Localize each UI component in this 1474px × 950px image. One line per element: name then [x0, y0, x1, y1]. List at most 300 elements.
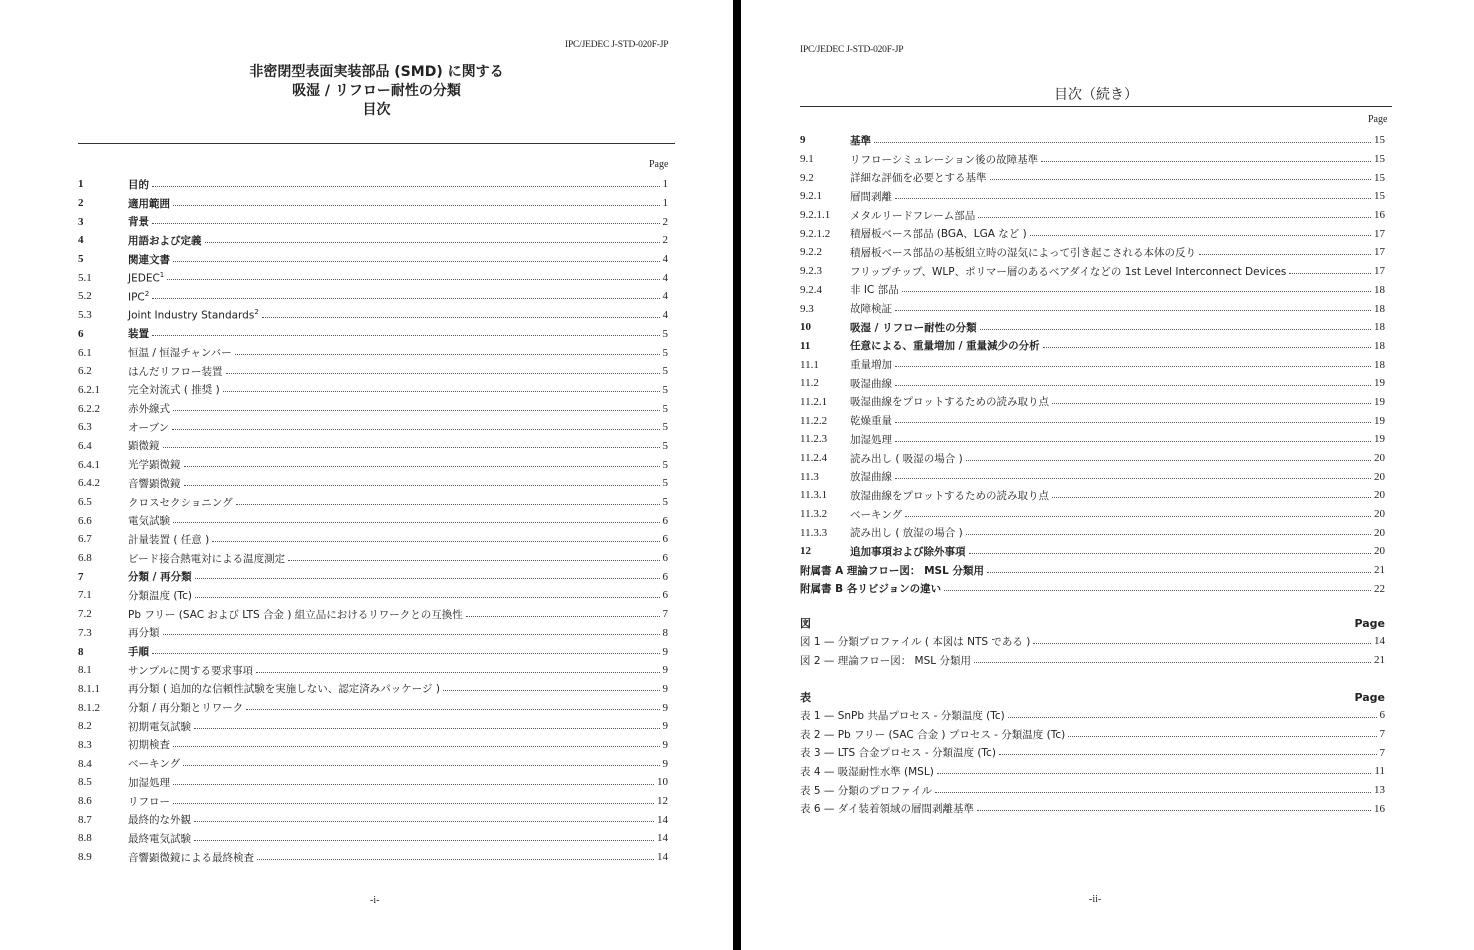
toc-entry-title: 電気試験 [128, 515, 170, 528]
toc-entry [78, 642, 668, 661]
title-line-3: 目次 [362, 102, 391, 118]
toc-entry [78, 231, 668, 250]
title-rule [78, 143, 675, 144]
toc-entry-title: サンプルに関する要求事項 [128, 664, 254, 677]
figures-heading-label: 図 [800, 617, 811, 630]
footnote-marker: 2 [254, 308, 259, 317]
toc-entry-number: 8.5 [78, 776, 92, 789]
toc-entry-title: 完全対流式 ( 推奨 ) [128, 384, 220, 397]
dot-leader [246, 709, 659, 710]
toc-entry [800, 523, 1385, 542]
toc-entry-page: 6 [662, 552, 668, 565]
dot-leader [990, 179, 1372, 180]
dot-leader [977, 810, 1371, 811]
dot-leader [152, 186, 660, 187]
toc-entry [78, 549, 668, 568]
toc-entry-page: 9 [662, 645, 668, 658]
toc-entry-page: 5 [662, 365, 668, 378]
toc-entry-title: 積層板ベース部品の基板組立時の湿気によって引き起こされる本体の反り [850, 246, 1196, 259]
toc-entry [78, 624, 668, 643]
toc-entry-page: 20 [1374, 508, 1385, 521]
toc-entry-number: 4 [78, 234, 84, 247]
toc-entry-page: 9 [662, 720, 668, 733]
footnote-marker: 1 [159, 271, 165, 280]
dot-leader [152, 223, 660, 224]
toc-entry-page: 4 [662, 290, 668, 303]
toc-entry-page: 20 [1374, 545, 1385, 558]
dot-leader [1289, 273, 1371, 274]
toc-entry-title: 計量装置 ( 任意 ) [128, 533, 210, 546]
toc-entry [78, 381, 668, 400]
dot-leader [212, 541, 659, 542]
page-column-label: Page [649, 159, 669, 170]
toc-entry [800, 374, 1385, 393]
toc-entry-number: 11.3.1 [800, 489, 828, 502]
toc-entry-number: 11.3.3 [800, 526, 828, 539]
toc-entry [800, 632, 1385, 651]
dot-leader [1199, 254, 1371, 255]
toc-entry [800, 725, 1385, 744]
toc-entry [78, 567, 668, 586]
toc-entry-page: 9 [662, 682, 668, 695]
dot-leader [223, 391, 660, 392]
tables-heading-label: 表 [800, 691, 811, 704]
toc-entry [800, 187, 1385, 206]
toc-entry [78, 194, 668, 213]
dot-leader [980, 329, 1371, 330]
toc-entry [78, 437, 668, 456]
toc-entry-title: 装置 [128, 328, 149, 341]
dot-leader [966, 460, 1371, 461]
toc-entry-page: 9 [662, 701, 668, 714]
dot-leader [236, 504, 660, 505]
toc-entry-page: 5 [662, 458, 668, 471]
toc-entry [78, 754, 668, 773]
toc-entry-number: 8.3 [78, 738, 92, 751]
toc-entry [800, 781, 1385, 800]
dot-leader [235, 354, 660, 355]
title-line-2: 吸湿 / リフロー耐性の分類 [292, 83, 461, 99]
toc-entry-page: 4 [662, 271, 668, 284]
toc-entry-page: 18 [1374, 302, 1385, 315]
toc-entry [78, 455, 668, 474]
toc-entry-number: 6.8 [78, 552, 92, 565]
continued-title [800, 86, 1392, 105]
toc-entry-number: 9.2.1.2 [800, 227, 831, 240]
dot-leader [184, 485, 660, 486]
toc-entry-number: 9.2.1 [800, 190, 822, 203]
toc-entry-number: 10 [800, 321, 811, 334]
toc-list [78, 175, 668, 866]
toc-entry-page: 1 [662, 197, 668, 210]
toc-entry-page: 20 [1374, 470, 1385, 483]
toc-entry [78, 493, 668, 512]
toc-entry-page: 5 [662, 496, 668, 509]
toc-entry-page: 8 [662, 626, 668, 639]
toc-entry-title: 吸湿 / リフロー耐性の分類 [850, 321, 977, 334]
toc-entry [800, 411, 1385, 430]
toc-entry-number: 6.1 [78, 346, 92, 359]
toc-entry-number: 5.2 [78, 290, 92, 303]
toc-entry-page: 19 [1374, 377, 1385, 390]
toc-entry [800, 299, 1385, 318]
title-line-1: 非密閉型表面実装部品 (SMD) に関する [249, 64, 504, 80]
page-column-label: Page [1368, 114, 1388, 125]
dot-leader [194, 821, 654, 822]
dot-leader [194, 728, 660, 729]
toc-entry-title: 読み出し ( 放湿の場合 ) [850, 527, 963, 540]
toc-entry [800, 799, 1385, 818]
toc-entry-page: 21 [1374, 564, 1385, 577]
toc-entry-title: 背景 [128, 216, 149, 229]
toc-entry-page: 20 [1374, 452, 1385, 465]
toc-entry-number: 9 [800, 134, 806, 147]
toc-entry-page: 5 [662, 346, 668, 359]
toc-entry-title: 附属書 A 理論フロー図： MSL 分類用 [800, 564, 984, 577]
dot-leader [173, 261, 660, 262]
toc-entry-number: 1 [78, 178, 84, 191]
dot-leader [167, 279, 659, 280]
dot-leader [987, 572, 1371, 573]
toc-entry-title: 分類 / 再分類 [128, 571, 192, 584]
dot-leader [173, 746, 660, 747]
toc-entry-page: 5 [662, 477, 668, 490]
dot-leader [194, 840, 654, 841]
toc-entry [78, 325, 668, 344]
toc-entry-title: 恒温 / 恒湿チャンバー [128, 347, 232, 360]
toc-entry [800, 743, 1385, 762]
dot-leader [152, 298, 659, 299]
toc-entry-number: 9.2.1.1 [800, 209, 831, 222]
toc-entry-number: 11.3 [800, 470, 819, 483]
toc-entry [800, 150, 1385, 169]
toc-entry-title: 初期検査 [128, 739, 170, 752]
toc-entry-title: 表 5 — 分類のプロファイル [800, 784, 932, 797]
toc-entry [78, 212, 668, 231]
toc-entry-page: 4 [662, 253, 668, 266]
document-id: IPC/JEDEC J-STD-020F-JP [800, 45, 904, 55]
toc-entry-title: はんだリフロー装置 [128, 365, 223, 378]
dot-leader [443, 690, 660, 691]
toc-entry [78, 399, 668, 418]
toc-entry-number: 5.3 [78, 309, 92, 322]
toc-entry-title: 加湿処理 [128, 776, 170, 789]
toc-entry-title: 初期電気試験 [128, 720, 191, 733]
toc-entry-number: 9.2.3 [800, 265, 822, 278]
dot-leader [173, 522, 660, 523]
toc-entry-title: 適用範囲 [128, 197, 170, 210]
toc-entry-page: 13 [1374, 784, 1385, 797]
toc-entry-title: 用語および定義 [128, 234, 202, 247]
toc-entry-page: 7 [1379, 728, 1385, 741]
dot-leader [937, 773, 1372, 774]
dot-leader [895, 310, 1371, 311]
toc-entry-title: 吸湿曲線 [850, 377, 892, 390]
dot-leader [902, 291, 1371, 292]
toc-entry-number: 9.2.4 [800, 283, 822, 296]
toc-entry-page: 14 [657, 813, 668, 826]
dot-leader [1068, 736, 1376, 737]
toc-entry-page: 2 [662, 215, 668, 228]
toc-entry-number: 8.1.2 [78, 701, 100, 714]
toc-entry-title: リフローシミュレーション後の故障基準 [850, 153, 1039, 166]
toc-entry-page: 6 [1379, 709, 1385, 722]
toc-entry-page: 11 [1374, 765, 1385, 778]
toc-entry-title: リフロー [128, 795, 170, 808]
figures-heading [800, 615, 1385, 631]
toc-entry [78, 287, 668, 306]
title-line: 目次（続き） [1054, 87, 1138, 103]
toc-entry [78, 586, 668, 605]
toc-entry-page: 15 [1374, 153, 1385, 166]
toc-entry-number: 9.2.2 [800, 246, 822, 259]
toc-entry-number: 11.2.3 [800, 433, 828, 446]
toc-entry-page: 2 [662, 234, 668, 247]
dot-leader [466, 616, 660, 617]
toc-entry-title: 音響顕微鏡 [128, 477, 181, 490]
toc-entry [800, 281, 1385, 300]
toc-entry-title: 音響顕微鏡による最終検査 [128, 851, 254, 864]
dot-leader [969, 553, 1372, 554]
dot-leader [895, 441, 1371, 442]
toc-entry-number: 12 [800, 545, 811, 558]
toc-entry-number: 6.5 [78, 496, 92, 509]
toc-entry [78, 268, 668, 287]
toc-entry-page: 17 [1374, 265, 1385, 278]
toc-entry-number: 6 [78, 327, 84, 340]
toc-entry-page: 5 [662, 327, 668, 340]
toc-entry-title: 赤外線式 [128, 403, 170, 416]
toc-entry-number: 8.8 [78, 832, 92, 845]
toc-entry-page: 9 [662, 757, 668, 770]
toc-entry-page: 17 [1374, 246, 1385, 259]
toc-entry-title: 非 IC 部品 [850, 284, 899, 297]
toc-entry [800, 505, 1385, 524]
dot-leader [195, 578, 660, 579]
toc-entry-number: 6.4.2 [78, 477, 100, 490]
toc-entry [78, 810, 668, 829]
footnote-marker: 2 [144, 289, 150, 298]
toc-entry-number: 6.3 [78, 421, 92, 434]
page-number: -i- [370, 895, 380, 906]
toc-entry-title: 追加事項および除外事項 [850, 545, 966, 558]
toc-entry-number: 6.2 [78, 365, 92, 378]
toc-entry-page: 9 [662, 738, 668, 751]
toc-entry [78, 511, 668, 530]
tables-list [800, 706, 1385, 818]
toc-entry-title: 分類温度 (Tc) [128, 589, 192, 602]
toc-entry [800, 580, 1385, 599]
toc-entry [78, 661, 668, 680]
toc-entry [78, 680, 668, 699]
toc-entry-title: 放湿曲線 [850, 471, 892, 484]
toc-entry-page: 22 [1374, 582, 1385, 595]
toc-entry-title: 表 4 — 吸湿耐性水準 (MSL) [800, 765, 934, 778]
dot-leader [895, 385, 1371, 386]
toc-entry-page: 6 [662, 570, 668, 583]
toc-entry-title: 附属書 B 各リビジョンの違い [800, 583, 942, 596]
page-number: -ii- [1089, 894, 1102, 905]
toc-entry [78, 175, 668, 194]
toc-entry-title: 表 6 — ダイ装着領域の層間剥離基準 [800, 803, 974, 816]
toc-entry-title: 詳細な評価を必要とする基準 [850, 172, 987, 185]
toc-entry [800, 168, 1385, 187]
document-id: IPC/JEDEC J-STD-020F-JP [565, 40, 669, 50]
toc-entry-number: 7.1 [78, 589, 92, 602]
dot-leader [1041, 161, 1371, 162]
toc-entry-page: 18 [1374, 321, 1385, 334]
toc-entry-number: 8.2 [78, 720, 92, 733]
toc-entry-number: 8.6 [78, 795, 92, 808]
toc-entry-title: 関連文書 [128, 253, 170, 266]
dot-leader [173, 205, 660, 206]
toc-entry-title: 手順 [128, 646, 149, 659]
document-title [78, 63, 675, 120]
toc-entry-number: 9.1 [800, 153, 814, 166]
toc-entry [800, 561, 1385, 580]
toc-entry-title: 図 2 — 理論フロー図： MSL 分類用 [800, 654, 971, 667]
dot-leader [288, 560, 659, 561]
toc-entry [78, 773, 668, 792]
toc-entry-page: 15 [1374, 190, 1385, 203]
toc-entry-number: 11 [800, 339, 811, 352]
toc-entry-title: 再分類 ( 追加的な信頼性試験を実施しない、認定済みパッケージ ) [128, 683, 440, 696]
toc-entry-number: 11.2.1 [800, 395, 828, 408]
toc-entry-page: 18 [1374, 283, 1385, 296]
toc-entry-page: 14 [1374, 635, 1385, 648]
dot-leader [1052, 403, 1371, 404]
toc-entry-title: 乾燥重量 [850, 415, 892, 428]
toc-entry-number: 6.2.1 [78, 383, 100, 396]
toc-entry-page: 21 [1374, 654, 1385, 667]
toc-entry [78, 474, 668, 493]
toc-entry [800, 542, 1385, 561]
toc-entry-title: オーブン [128, 421, 170, 434]
toc-entry [78, 698, 668, 717]
figures-list [800, 632, 1385, 669]
toc-entry-page: 12 [657, 795, 668, 808]
toc-entry [78, 250, 668, 269]
toc-entry-number: 2 [78, 197, 84, 210]
toc-entry [78, 717, 668, 736]
toc-entry-number: 11.2.4 [800, 452, 828, 465]
toc-entry-title: ベーキング [128, 758, 181, 771]
dot-leader [173, 784, 654, 785]
toc-entry-page: 6 [662, 589, 668, 602]
toc-entry [78, 362, 668, 381]
dot-leader [257, 859, 654, 860]
toc-entry [800, 486, 1385, 505]
toc-entry [78, 792, 668, 811]
toc-entry-title: 重量増加 [850, 359, 892, 372]
toc-entry-page: 20 [1374, 489, 1385, 502]
toc-entry [800, 318, 1385, 337]
toc-entry-page: 14 [657, 832, 668, 845]
toc-entry [800, 449, 1385, 468]
toc-entry [800, 337, 1385, 356]
toc-entry [78, 530, 668, 549]
toc-entry [800, 762, 1385, 781]
toc-entry-page: 7 [1379, 746, 1385, 759]
dot-leader [163, 447, 660, 448]
toc-entry-title: クロスセクショニング [128, 496, 233, 509]
toc-entry [78, 343, 668, 362]
toc-entry [800, 224, 1385, 243]
dot-leader [978, 217, 1371, 218]
toc-entry-title: フリップチップ、WLP、ポリマー層のあるベアダイなどの 1st Level Interconnect Devices [850, 265, 1287, 278]
toc-entry-title: 光学顕微鏡 [128, 459, 181, 472]
toc-entry-number: 6.7 [78, 533, 92, 546]
toc-entry-number: 5.1 [78, 271, 92, 284]
toc-entry-number: 6.4 [78, 439, 92, 452]
toc-entry-page: 6 [662, 533, 668, 546]
dot-leader [895, 478, 1371, 479]
dot-leader [152, 335, 660, 336]
toc-entry-number: 8.4 [78, 757, 92, 770]
toc-entry-title: 最終電気試験 [128, 832, 191, 845]
dot-leader [226, 373, 660, 374]
dot-leader [1030, 235, 1371, 236]
toc-entry-number: 3 [78, 215, 84, 228]
dot-leader [874, 142, 1371, 143]
toc-entry-title: 分類 / 再分類とリワーク [128, 702, 244, 715]
dot-leader [184, 466, 660, 467]
dot-leader [905, 516, 1371, 517]
toc-entry-title: 読み出し ( 吸湿の場合 ) [850, 452, 963, 465]
toc-entry-title: 表 2 — Pb フリー (SAC 合金 ) プロセス - 分類温度 (Tc) [800, 728, 1066, 741]
toc-entry-number: 8.1.1 [78, 682, 100, 695]
toc-entry-page: 5 [662, 402, 668, 415]
toc-entry-page: 4 [662, 309, 668, 322]
toc-entry [800, 706, 1385, 725]
dot-leader [966, 534, 1371, 535]
page-left [0, 0, 733, 950]
toc-entry-page: 15 [1374, 171, 1385, 184]
toc-entry-title: 積層板ベース部品 (BGA、LGA など ) [850, 228, 1027, 241]
dot-leader [183, 765, 659, 766]
dot-leader [895, 422, 1371, 423]
dot-leader [152, 653, 660, 654]
dot-leader [895, 366, 1371, 367]
dot-leader [1052, 497, 1371, 498]
toc-entry-page: 10 [657, 776, 668, 789]
toc-entry-title: 顕微鏡 [128, 440, 160, 453]
toc-entry-title: ビード接合熱電対による温度測定 [128, 552, 286, 565]
toc-entry-page: 6 [662, 514, 668, 527]
toc-entry-page: 5 [662, 421, 668, 434]
toc-entry [800, 467, 1385, 486]
toc-entry [800, 131, 1385, 150]
dot-leader [172, 429, 659, 430]
toc-entry-title: 基準 [850, 134, 871, 147]
toc-entry [800, 206, 1385, 225]
toc-entry-page: 15 [1374, 134, 1385, 147]
toc-entry-title: 任意による、重量増加 / 重量減少の分析 [850, 340, 1040, 353]
toc-entry [78, 736, 668, 755]
title-rule [800, 106, 1392, 107]
toc-entry-title: 層間剥離 [850, 190, 892, 203]
toc-entry-page: 5 [662, 383, 668, 396]
toc-entry [800, 393, 1385, 412]
toc-entry-page: 17 [1374, 227, 1385, 240]
toc-entry-number: 8.9 [78, 851, 92, 864]
toc-list [800, 131, 1385, 598]
toc-entry-number: 8 [78, 645, 84, 658]
toc-entry [800, 651, 1385, 670]
toc-entry-title: 表 1 — SnPb 共晶プロセス - 分類温度 (Tc) [800, 709, 1005, 722]
dot-leader [999, 754, 1377, 755]
toc-entry-number: 7 [78, 570, 84, 583]
